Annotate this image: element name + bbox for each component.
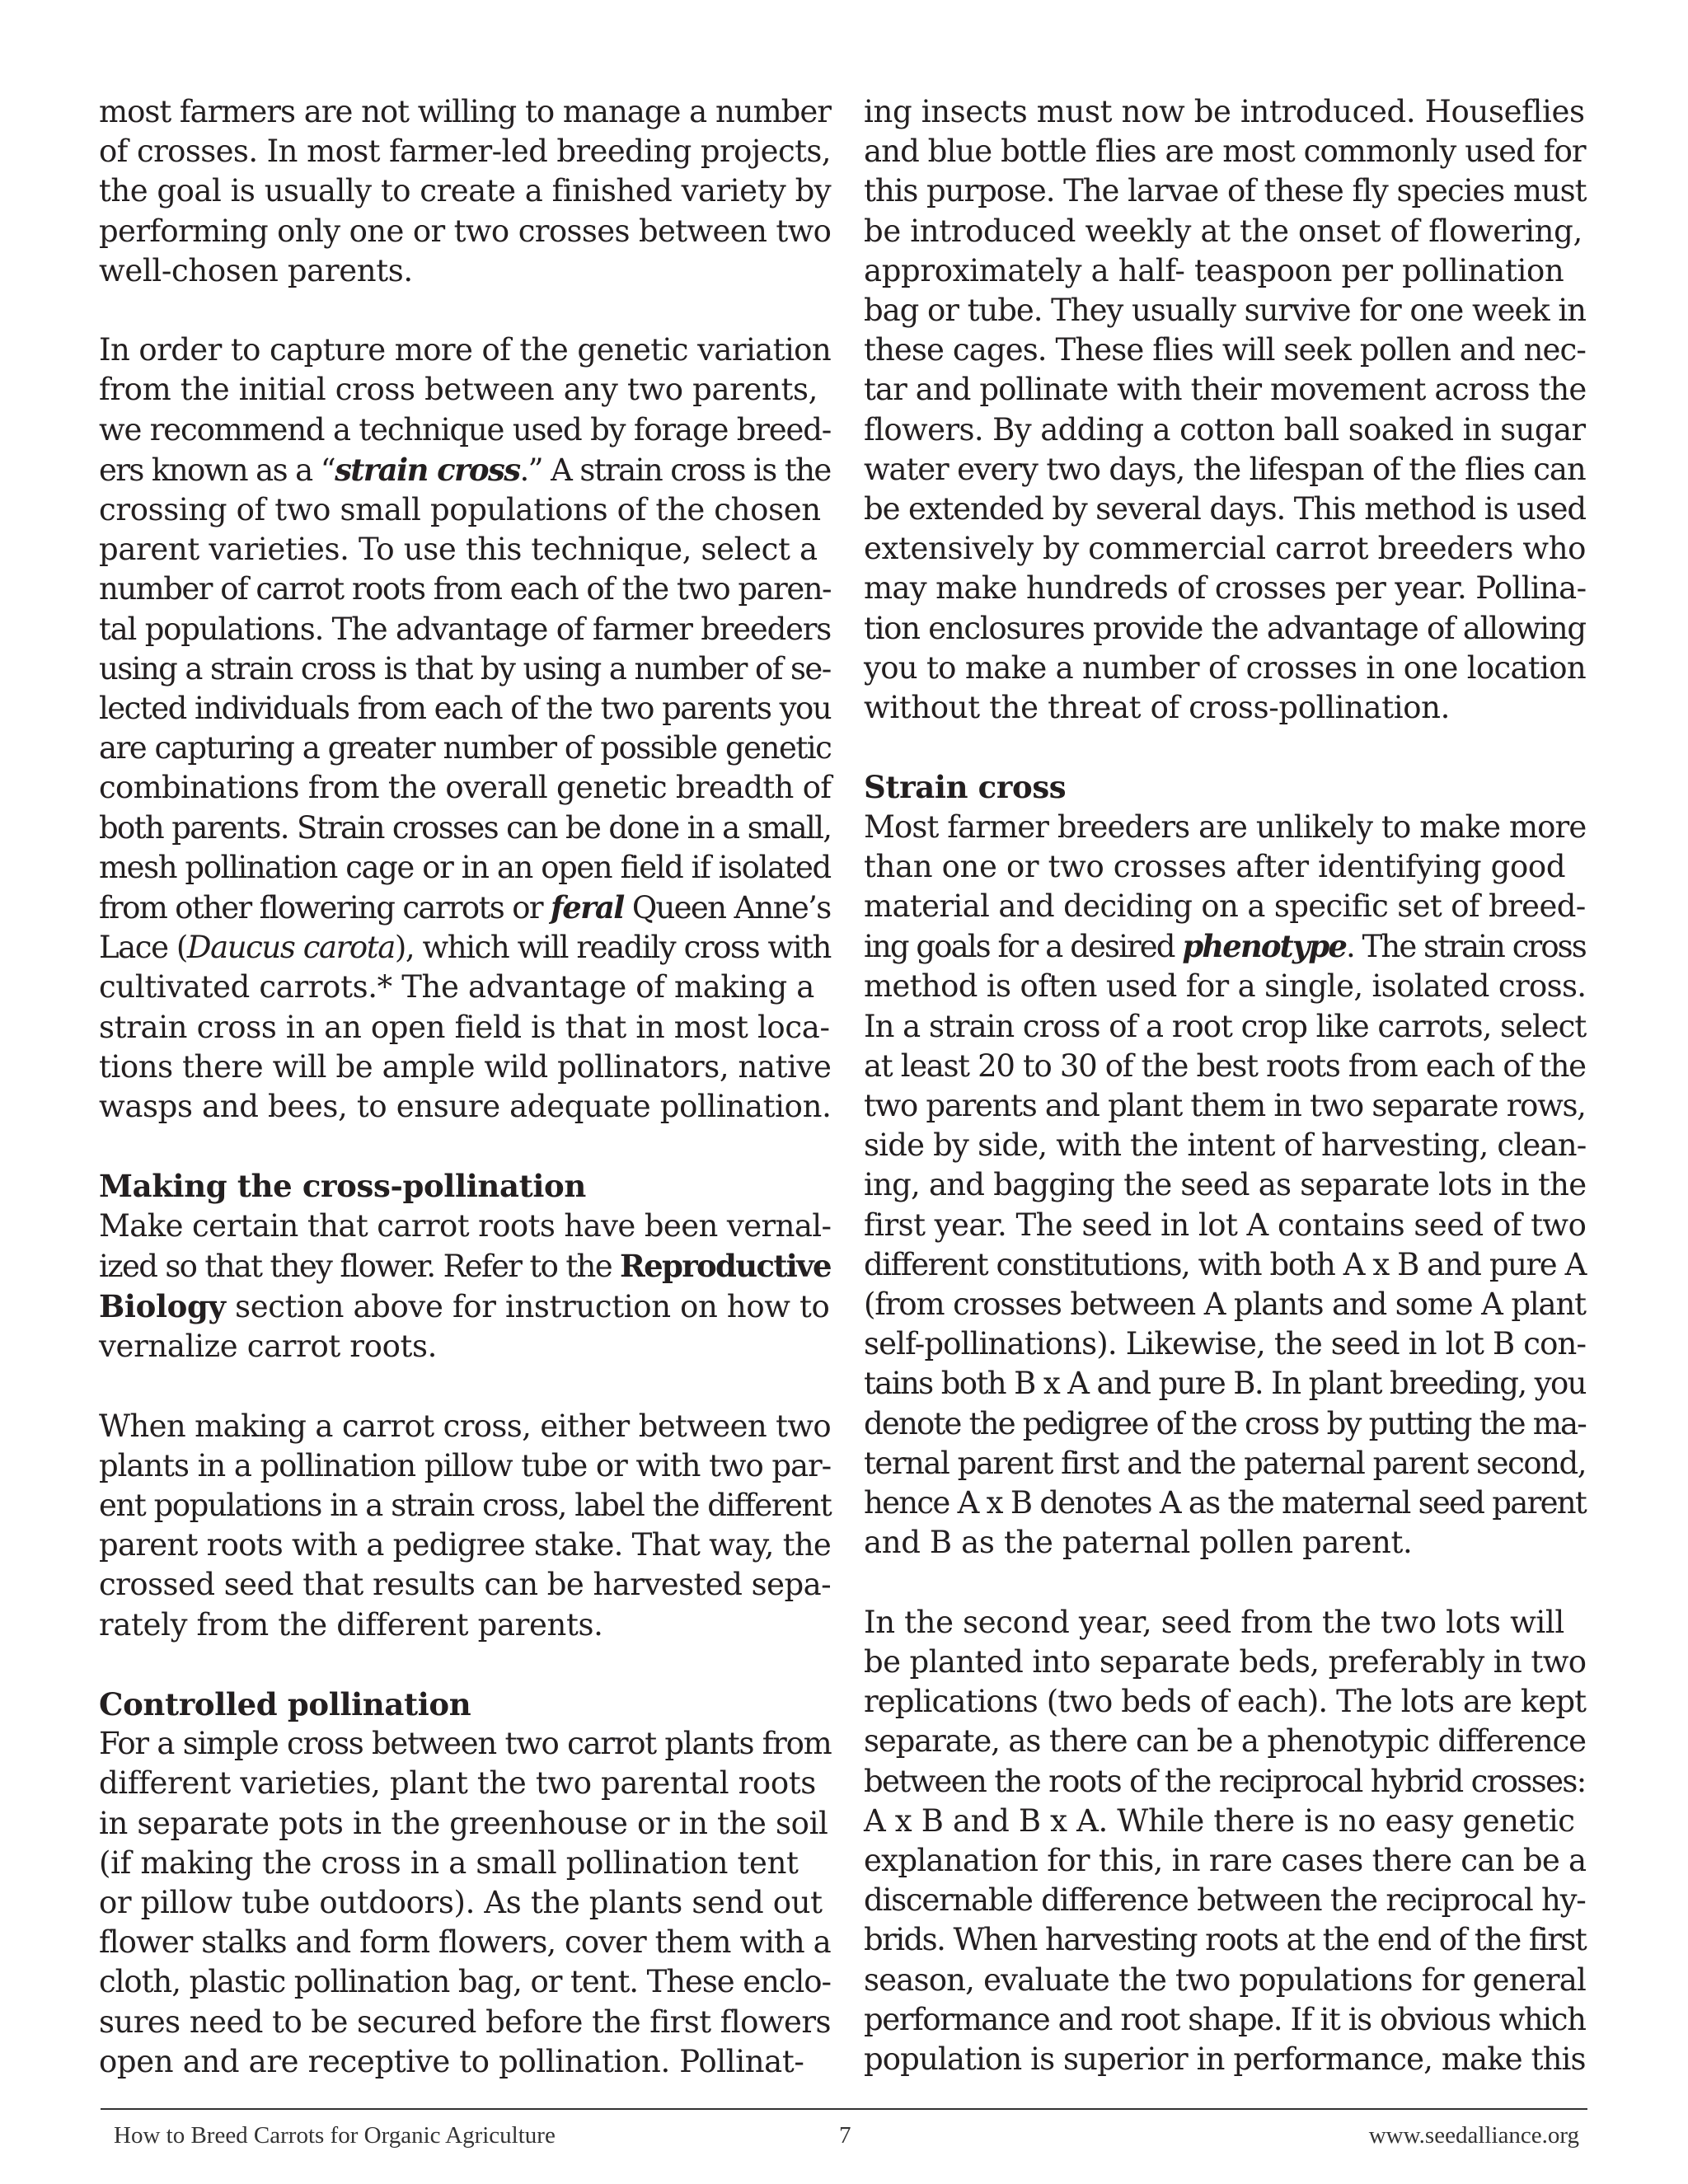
text-line: or pillow tube outdoors). As the plants send out <box>99 1885 823 1921</box>
text-line <box>99 888 831 928</box>
text-line: the goal is usually to create a finished variety by <box>99 173 832 209</box>
text-line: different constitutions, with both A x B and pure A <box>864 1246 1586 1282</box>
text-line: When making a carrot cross, either between two <box>99 1408 832 1444</box>
text-line: ing, and bagging the seed as separate lots in the <box>864 1167 1587 1203</box>
text-run: Queen Anne’s <box>623 890 831 926</box>
text-line: from the initial cross between any two parents, <box>99 372 818 408</box>
text-line: tains both B x A and pure B. In plant breeding, you <box>864 1366 1586 1402</box>
text-line: (if making the cross in a small pollination tent <box>99 1844 799 1881</box>
text-line: (from crosses between A plants and some A plant <box>864 1286 1586 1323</box>
section-heading: Strain cross <box>864 769 1067 806</box>
text-line: explanation for this, in rare cases there can be a <box>864 1842 1587 1878</box>
text-line: material and deciding on a specific set of breed- <box>864 888 1586 925</box>
text-line: extensively by commercial carrot breeders who <box>864 531 1587 567</box>
text-line: of crosses. In most farmer-led breeding projects, <box>99 134 831 170</box>
text-line: rately from the different parents. <box>99 1606 603 1643</box>
right-column <box>864 92 1586 2079</box>
text-line: lected individuals from each of the two parents you <box>99 691 832 727</box>
text-line: cloth, plastic pollination bag, or tent. These enclo- <box>99 1964 831 2000</box>
text-line: crossed seed that results can be harvested sepa- <box>99 1567 832 1603</box>
text-run: . The strain cross <box>1345 929 1586 965</box>
text-line: without the threat of cross-pollination. <box>864 690 1451 726</box>
text-run: .” A strain cross is the <box>519 452 831 488</box>
text-line: may make hundreds of crosses per year. Pollina- <box>864 570 1587 607</box>
text-line: separate, as there can be a phenotypic difference <box>864 1723 1586 1760</box>
text-line: flowers. By adding a cotton ball soaked in sugar <box>864 411 1586 448</box>
text-line: season, evaluate the two populations for general <box>864 1961 1587 1998</box>
section-heading: Making the cross-pollination <box>99 1168 586 1205</box>
text-run: ), which will readily cross with <box>394 930 831 966</box>
text-line: at least 20 to 30 of the best roots from each of the <box>864 1047 1586 1084</box>
text-line: you to make a number of crosses in one location <box>864 649 1586 686</box>
text-line: plants in a pollination pillow tube or with two par- <box>99 1447 832 1483</box>
text-line: approximately a half- teaspoon per pollination <box>864 252 1564 288</box>
text-line: ternal parent first and the paternal parent second, <box>864 1445 1587 1481</box>
text-line: two parents and plant them in two separate rows, <box>864 1088 1586 1124</box>
text-line: most farmers are not willing to manage a number <box>99 94 831 129</box>
emphasized-text: Daucus carota <box>186 930 395 966</box>
text-line: ing insects must now be introduced. Houseflies <box>864 94 1585 129</box>
left-column <box>99 92 831 2082</box>
section-heading: Controlled pollination <box>99 1686 471 1723</box>
footer-title: How to Breed Carrots for Organic Agriculture <box>114 2122 556 2149</box>
paragraph-gap <box>99 1366 831 1406</box>
text-line: strain cross in an open field is that in most loca- <box>99 1009 830 1045</box>
emphasized-text: strain cross <box>335 451 520 488</box>
paragraph-gap <box>99 1645 831 1685</box>
text-line: hence A x B denotes A as the maternal seed parent <box>864 1485 1587 1521</box>
text-line: water every two days, the lifespan of the flies can <box>864 451 1586 487</box>
text-line: brids. When harvesting roots at the end of the first <box>864 1922 1587 1958</box>
text-line: this purpose. The larvae of these fly species must <box>864 173 1587 209</box>
text-run: ing goals for a desired <box>864 929 1183 965</box>
text-line: number of carrot roots from each of the two paren- <box>99 571 832 607</box>
emphasized-text: Reproductive <box>620 1247 831 1284</box>
emphasized-text: feral <box>550 889 624 926</box>
text-run: ized so that they flower. Refer to the <box>99 1248 621 1284</box>
text-line: be planted into separate beds, preferably in two <box>864 1643 1587 1680</box>
text-line: than one or two crosses after identifying good <box>864 848 1566 884</box>
text-line: are capturing a greater number of possible genetic <box>99 730 832 766</box>
text-line: well-chosen parents. <box>99 252 413 288</box>
text-line: vernalize carrot roots. <box>99 1329 438 1365</box>
text-line: wasps and bees, to ensure adequate pollination. <box>99 1089 832 1125</box>
text-line: In a strain cross of a root crop like carrots, select <box>864 1008 1587 1044</box>
text-line: combinations from the overall genetic breadth of <box>99 770 832 806</box>
text-line: and B as the paternal pollen parent. <box>864 1525 1413 1561</box>
text-line: population is superior in performance, make this <box>864 2041 1586 2077</box>
text-line: replications (two beds of each). The lots are kept <box>864 1684 1587 1720</box>
text-line: tion enclosures provide the advantage of allowing <box>864 610 1586 646</box>
text-run: Lace ( <box>99 930 187 966</box>
text-line <box>99 928 831 968</box>
text-line <box>99 1286 831 1327</box>
text-line: In the second year, seed from the two lots will <box>864 1604 1564 1640</box>
paragraph-gap <box>864 1563 1586 1603</box>
text-line: discernable difference between the reciprocal hy- <box>864 1882 1586 1919</box>
text-line: parent roots with a pedigree stake. That way, the <box>99 1527 832 1563</box>
text-line: tal populations. The advantage of farmer breeders <box>99 611 832 647</box>
text-line: between the roots of the reciprocal hybrid crosses: <box>864 1763 1586 1799</box>
text-line: mesh pollination cage or in an open field if isolated <box>99 849 831 885</box>
text-line: different varieties, plant the two parental roots <box>99 1765 816 1802</box>
text-line: side by side, with the intent of harvesting, clean- <box>864 1127 1587 1164</box>
page-number: 7 <box>839 2122 851 2149</box>
text-line: tar and pollinate with their movement across the <box>864 372 1587 408</box>
text-line: For a simple cross between two carrot plants from <box>99 1726 832 1762</box>
text-line <box>99 450 831 490</box>
text-line <box>864 926 1586 967</box>
text-line: tions there will be ample wild pollinators, native <box>99 1048 832 1085</box>
text-line <box>99 1246 831 1286</box>
text-line: method is often used for a single, isolated cross. <box>864 968 1587 1005</box>
text-line: open and are receptive to pollination. Pollinat- <box>99 2043 804 2079</box>
text-line: in separate pots in the greenhouse or in the soil <box>99 1805 828 1841</box>
text-line: and blue bottle flies are most commonly used for <box>864 134 1586 170</box>
text-line: cultivated carrots.* The advantage of making a <box>99 969 814 1005</box>
text-line: be extended by several days. This method is used <box>864 491 1586 527</box>
text-line: denote the pedigree of the cross by putting the ma- <box>864 1405 1586 1441</box>
text-line: In order to capture more of the genetic variation <box>99 332 832 368</box>
text-line: ent populations in a strain cross, label the different <box>99 1488 832 1524</box>
text-line: sures need to be secured before the first flowers <box>99 2004 831 2040</box>
text-line: bag or tube. They usually survive for one week in <box>864 293 1586 329</box>
text-line: we recommend a technique used by forage breed- <box>99 411 832 448</box>
text-line: both parents. Strain crosses can be done in a small, <box>99 809 832 846</box>
footer-url: www.seedalliance.org <box>1368 2122 1579 2149</box>
paragraph-gap <box>99 291 831 330</box>
text-line: flower stalks and form flowers, cover them with a <box>99 1924 831 1961</box>
emphasized-text: Biology <box>99 1288 226 1325</box>
text-line: performance and root shape. If it is obvious which <box>864 2001 1586 2037</box>
text-line: self-pollinations). Likewise, the seed in lot B con- <box>864 1326 1587 1362</box>
text-line: first year. The seed in lot A contains seed of two <box>864 1207 1587 1243</box>
emphasized-text: phenotype <box>1182 928 1346 965</box>
text-line: crossing of two small populations of the chosen <box>99 492 821 528</box>
text-line: these cages. These flies will seek pollen and nec- <box>864 332 1586 368</box>
paragraph-gap <box>99 1127 831 1166</box>
text-run: section above for instruction on how to <box>225 1289 830 1325</box>
text-line: A x B and B x A. While there is no easy genetic <box>864 1802 1575 1839</box>
text-line: using a strain cross is that by using a number of se- <box>99 650 831 687</box>
footer-divider <box>101 2108 1587 2110</box>
text-line: performing only one or two crosses between two <box>99 213 832 249</box>
text-run: from other flowering carrots or <box>99 890 551 926</box>
text-line: Most farmer breeders are unlikely to make more <box>864 808 1587 845</box>
text-line: be introduced weekly at the onset of flowering, <box>864 213 1582 249</box>
text-run: ers known as a “ <box>99 452 335 488</box>
text-line: parent varieties. To use this technique, select a <box>99 532 818 568</box>
paragraph-gap <box>864 728 1586 767</box>
text-line: Make certain that carrot roots have been vernal- <box>99 1207 832 1244</box>
